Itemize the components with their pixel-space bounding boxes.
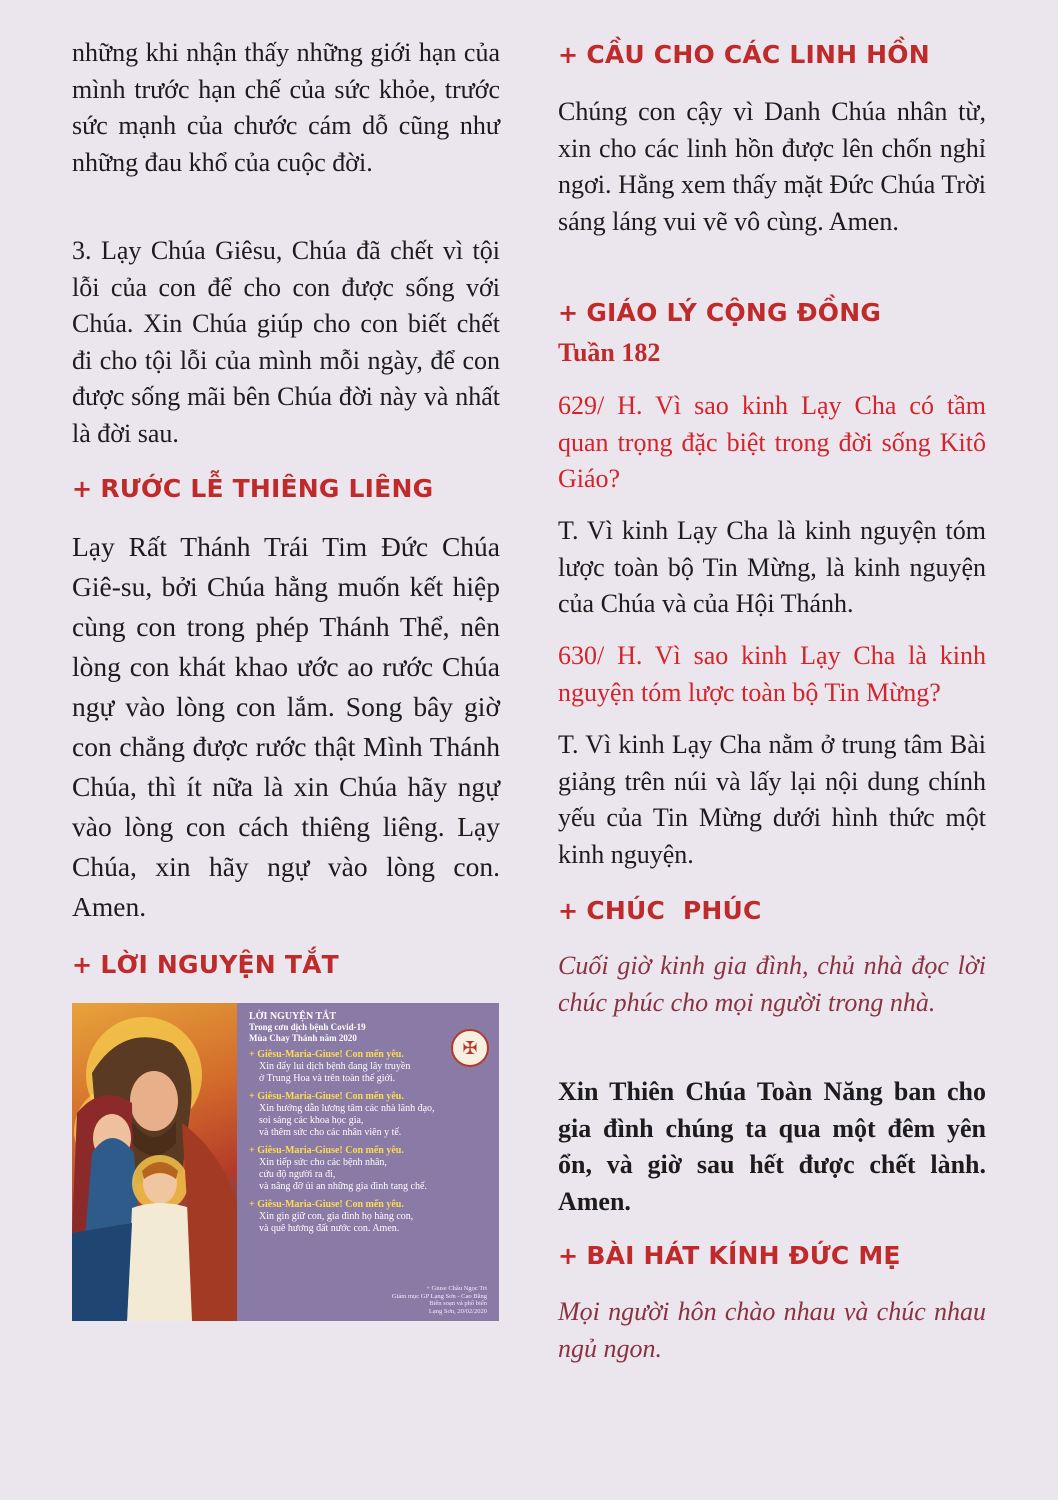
blessing-prayer: Xin Thiên Chúa Toàn Năng ban cho gia đình chúng ta qua một đêm yên ổn, và giờ sau hết được chết lành. Amen. [558, 1077, 986, 1216]
prayer-card-image [72, 1003, 499, 1321]
paragraph-souls: Chúng con cậy vì Danh Chúa nhân từ, xin cho các linh hồn được lên chốn nghỉ ngơi. Hằng xem thấy mặt Đức Chúa Trời sáng láng vui vẽ vô cùng. Amen. [558, 97, 986, 236]
heading-text: RƯỚC LỄ THIÊNG LIÊNG [100, 474, 434, 503]
section-heading-marian-hymn [558, 1241, 901, 1270]
card-invocation: + Giêsu-Maria-Giuse! Con mến yêu. [249, 1145, 404, 1156]
plus-icon: + [72, 951, 93, 979]
section-heading-blessing [558, 896, 762, 925]
signature-line: + Giuse Châu Ngọc Tri [426, 1285, 487, 1292]
card-signature [392, 1285, 487, 1315]
marian-hymn-instruction: Mọi người hôn chào nhau và chúc nhau ngủ ngon. [558, 1297, 986, 1363]
signature-line: Giám mục GP Lạng Sơn - Cao Bằng [391, 1292, 487, 1300]
week-label: Tuần 182 [558, 338, 661, 367]
section-heading-souls [558, 40, 930, 69]
card-subtitle-1: Trong cơn dịch bệnh Covid-19 [249, 1022, 366, 1032]
section-heading-catechism [558, 298, 881, 327]
card-line: và thêm sức cho các nhân viên y tế. [259, 1127, 402, 1138]
heading-text: CẦU CHO CÁC LINH HỒN [586, 40, 930, 69]
holy-family-illustration [72, 1003, 237, 1321]
plus-icon: + [558, 299, 579, 327]
card-subtitle-2: Mùa Chay Thánh năm 2020 [249, 1032, 357, 1043]
card-line: Xin tiếp sức cho các bệnh nhân, [259, 1157, 387, 1168]
prayer-card-text-panel [237, 1003, 499, 1321]
card-line: ở Trung Hoa và trên toàn thế giới. [259, 1073, 396, 1084]
card-invocation: + Giêsu-Maria-Giuse! Con mến yêu. [249, 1199, 404, 1210]
card-line: Xin đẩy lui dịch bệnh đang lây truyền [259, 1061, 411, 1072]
signature-line: Biên soạn và phổ biến [429, 1300, 487, 1307]
plus-icon: + [558, 41, 579, 69]
section-heading-short-prayer [72, 950, 339, 979]
heading-text: BÀI HÁT KÍNH ĐỨC MẸ [586, 1241, 901, 1270]
plus-icon: + [72, 475, 93, 503]
blessing-instruction: Cuối giờ kinh gia đình, chủ nhà đọc lời chúc phúc cho mọi người trong nhà. [558, 951, 986, 1017]
plus-icon: + [558, 1242, 579, 1270]
question-629: 629/ H. Vì sao kinh Lạy Cha có tầm quan trọng đặc biệt trong đời sống Kitô Giáo? [558, 391, 986, 493]
card-line: và quê hương đất nước con. Amen. [259, 1223, 400, 1234]
answer-630: T. Vì kinh Lạy Cha nằm ở trung tâm Bài giảng trên núi và lấy lại nội dung chính yếu của Tin Mừng dưới hình thức một kinh nguyện. [558, 730, 986, 869]
card-invocation: + Giêsu-Maria-Giuse! Con mến yêu. [249, 1091, 404, 1102]
question-630: 630/ H. Vì sao kinh Lạy Cha là kinh nguyện tóm lược toàn bộ Tin Mừng? [558, 641, 986, 707]
card-line: Xin hướng dẫn lương tâm các nhà lãnh đạo, [259, 1103, 435, 1114]
plus-icon: + [558, 897, 579, 925]
card-line: và nâng đỡ ủi an những gia đình tang chế. [259, 1181, 427, 1192]
signature-line: Lạng Sơn, 20/02/2020 [428, 1307, 487, 1315]
paragraph-limits: những khi nhận thấy những giới hạn của mình trước hạn chế của sức khỏe, trước sức mạnh của chước cám dỗ cũng như những đau khổ của cuộc đời. [72, 38, 500, 177]
heading-text: GIÁO LÝ CỘNG ĐỒNG [586, 298, 882, 327]
answer-629: T. Vì kinh Lạy Cha là kinh nguyện tóm lược toàn bộ Tin Mừng, là kinh nguyện của Chúa và của Hội Thánh. [558, 516, 986, 618]
card-line: soi sáng các khoa học gia, [259, 1115, 364, 1126]
paragraph-prayer-3: 3. Lạy Chúa Giêsu, Chúa đã chết vì tội lỗi của con để cho con được sống với Chúa. Xin Chúa giúp cho con biết chết đi cho tội lỗi của mình mỗi ngày, để con được sống mãi bên Chúa đời này và nhất là đời sau. [72, 236, 500, 448]
card-line: cứu độ người ra đi, [259, 1169, 336, 1180]
heading-text: LỜI NGUYỆN TẮT [100, 950, 339, 979]
diocese-seal-icon: ✠ [451, 1029, 489, 1067]
paragraph-spiritual-communion: Lạy Rất Thánh Trái Tim Đức Chúa Giê-su, bởi Chúa hằng muốn kết hiệp cùng con trong phép Thánh Thể, nên lòng con khát khao ước ao rước Chúa ngự vào lòng con lắm. Song bây giờ con chẳng được rước thật Mình Thánh Chúa, thì ít nữa là xin Chúa hãy ngự vào lòng con cách thiêng liêng. Lạy Chúa, xin hãy ngự vào lòng con. Amen. [72, 531, 500, 922]
holy-family-drawing [72, 1003, 237, 1321]
card-line: Xin gìn giữ con, gia đình họ hàng con, [259, 1211, 414, 1222]
card-invocation: + Giêsu-Maria-Giuse! Con mến yêu. [249, 1049, 404, 1060]
heading-text: CHÚC PHÚC [586, 896, 762, 925]
card-title: LỜI NGUYỆN TẮT [249, 1011, 337, 1022]
section-heading-spiritual-communion [72, 474, 433, 503]
